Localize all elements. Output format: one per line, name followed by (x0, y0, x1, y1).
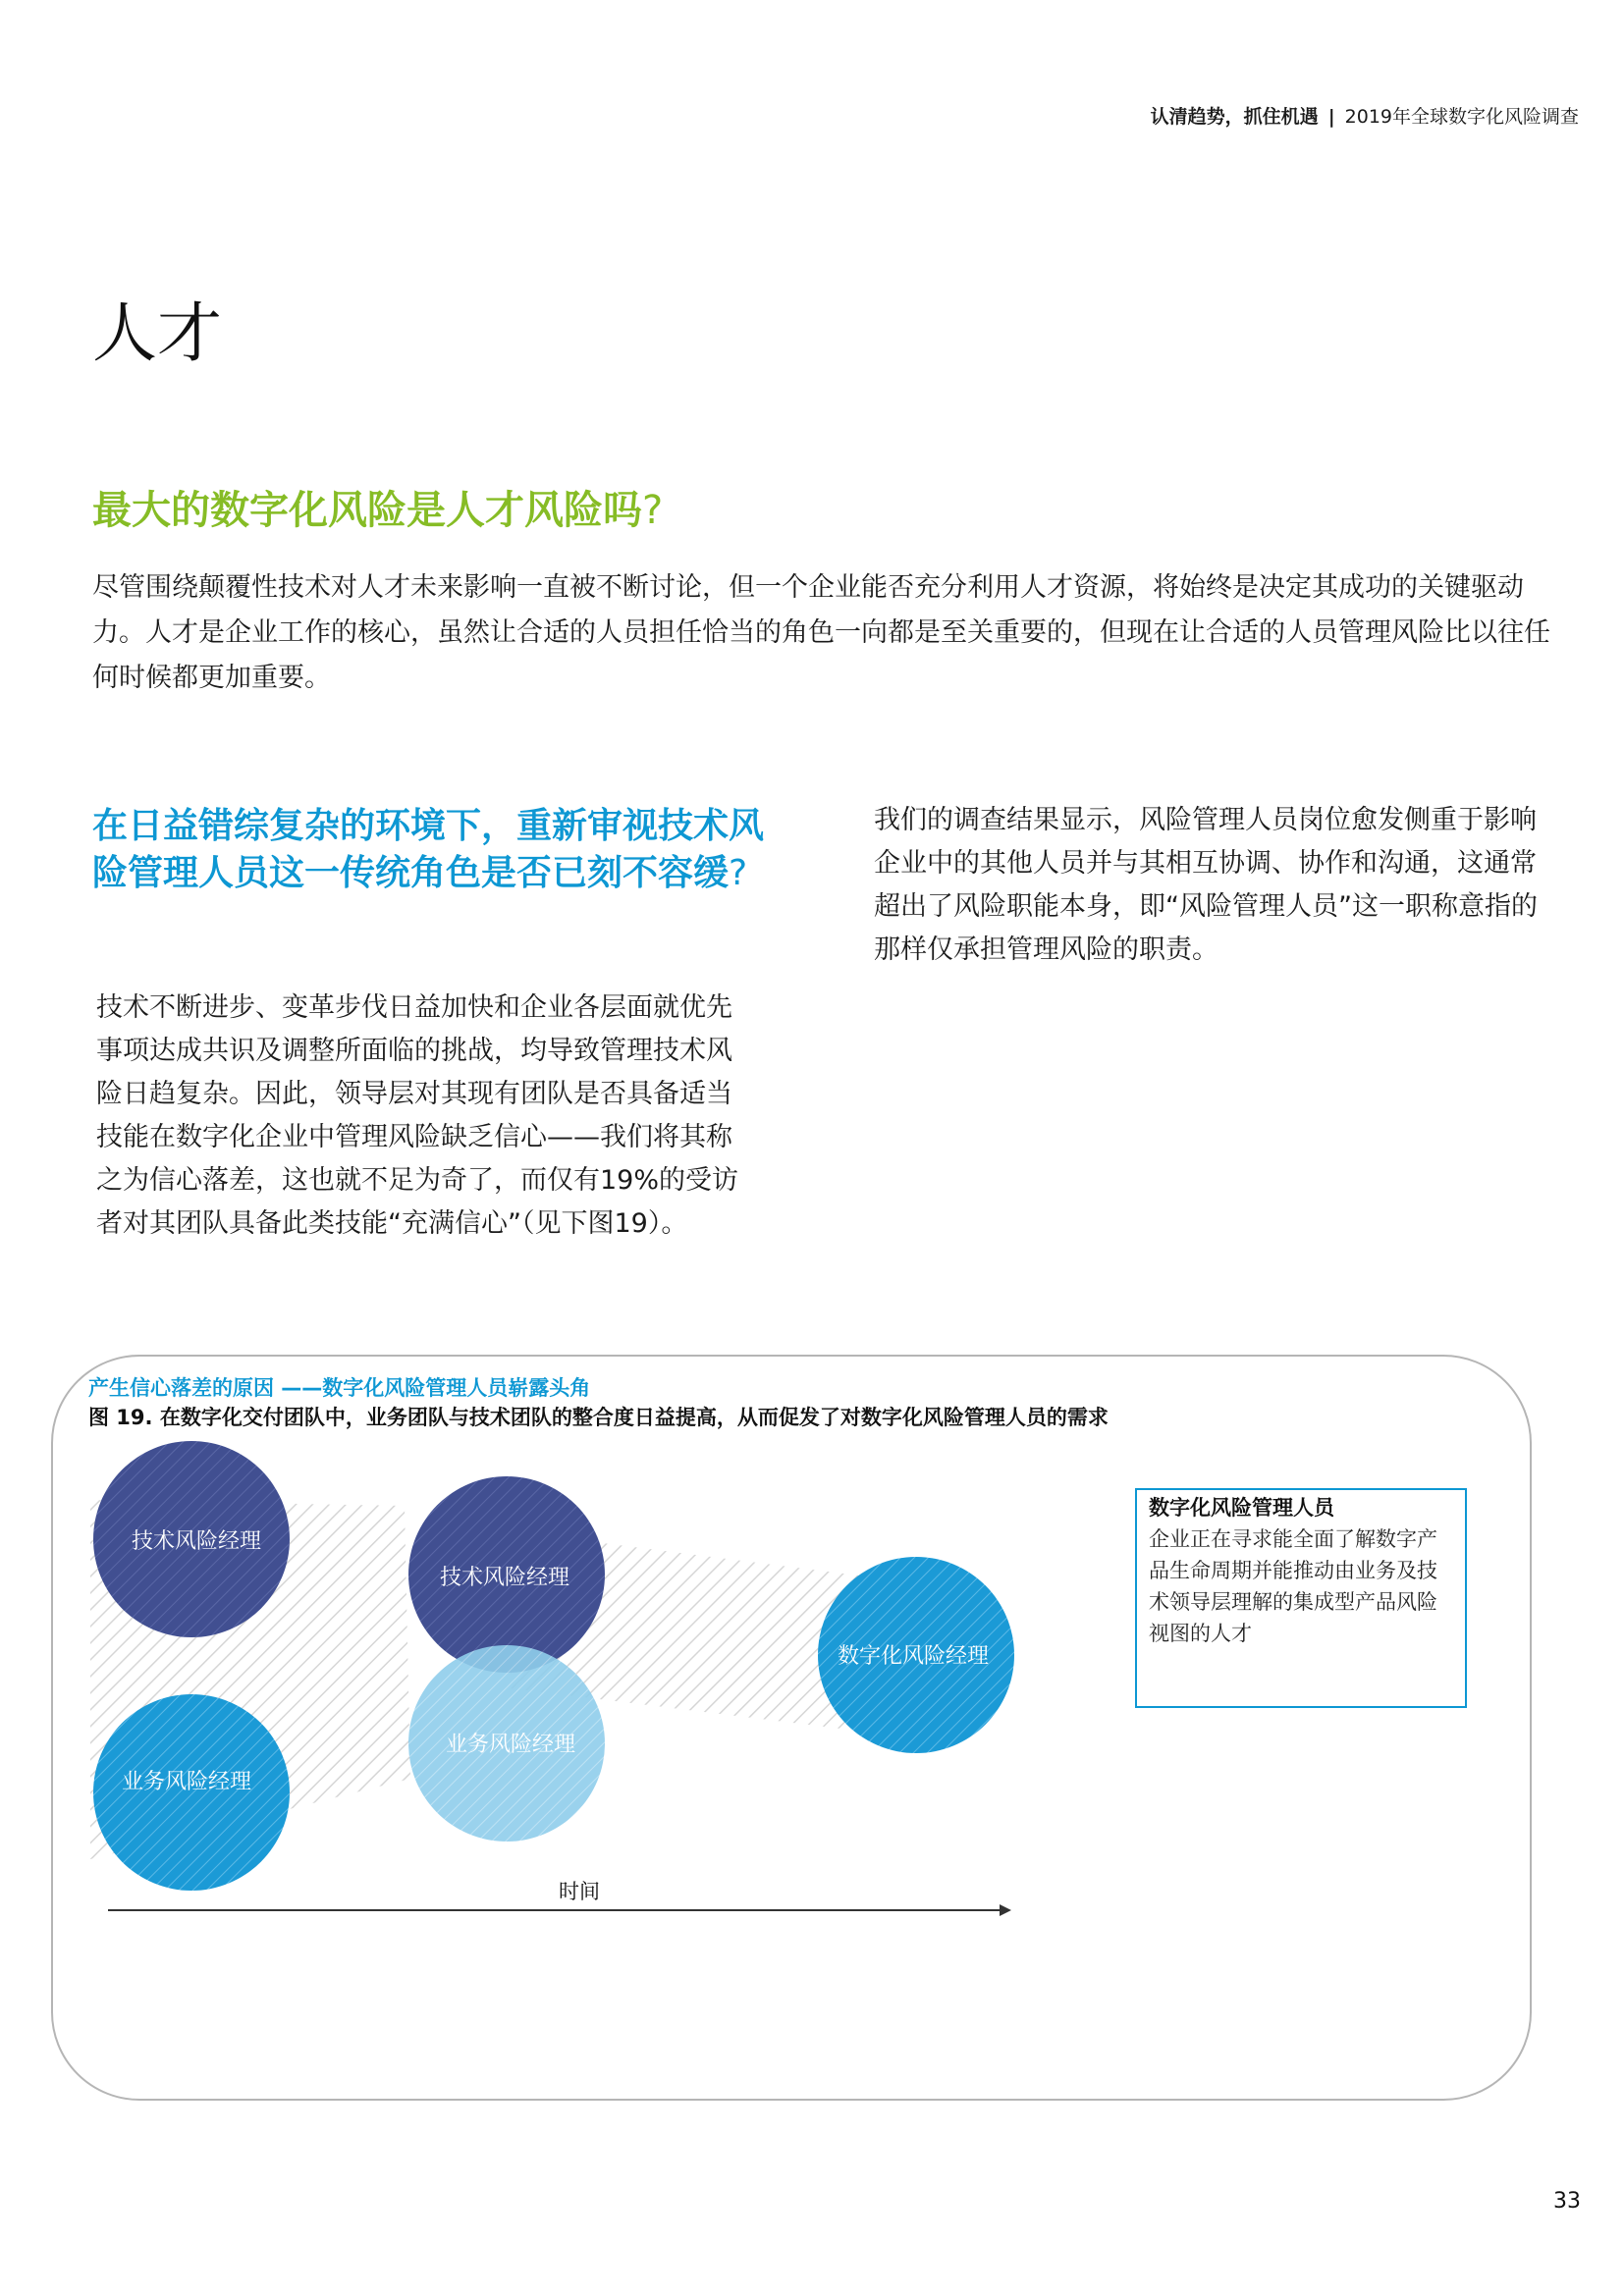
role-review-heading-qmark: ? (729, 853, 748, 893)
header-title: 认清趋势，抓住机遇 (1150, 106, 1319, 128)
talent-risk-heading-qmark: ? (642, 488, 664, 533)
tech-risk-manager-label-2: 技术风险经理 (439, 1566, 570, 1590)
tech-risk-manager-label-1: 技术风险经理 (131, 1529, 262, 1554)
digital-risk-manager-infobox (1135, 1488, 1467, 1708)
header-subtitle: 2019年全球数字化风险调查 (1344, 106, 1579, 128)
time-axis-arrow-icon (1000, 1904, 1011, 1916)
role-review-heading-text: 在日益错综复杂的环境下，重新审视技术风险管理人员这一传统角色是否已刻不容缓 (92, 806, 765, 893)
header-separator: | (1327, 106, 1335, 128)
page-number: 33 (1553, 2189, 1581, 2214)
digital-risk-manager-label: 数字化风险经理 (837, 1644, 990, 1669)
right-column-paragraph: 我们的调查结果显示，风险管理人员岗位愈发侧重于影响企业中的其他人员并与其相互协调、协作和沟通，这通常超出了风险职能本身，即“风险管理人员”这一职称意指的那样仅承担管理风险的职责。 (874, 805, 1538, 965)
left-column-paragraph: 技术不断进步、变革步伐日益加快和企业各层面就优先事项达成共识及调整所面临的挑战，均导致管理技术风险日趋复杂。因此，领导层对其现有团队是否具备适当技能在数字化企业中管理风险缺乏信心——我们将其称之为信心落差，这也就不足为奇了，而仅有19%的受访者对其团队具备此类技能“充满信心”（见下图19）。 (96, 992, 739, 1239)
time-axis-label: 时间 (559, 1880, 600, 1903)
talent-risk-heading-text: 最大的数字化风险是人才风险吗 (92, 488, 642, 533)
business-risk-manager-label-1: 业务风险经理 (121, 1770, 252, 1794)
infobox-title: 数字化风险管理人员 (1149, 1496, 1334, 1520)
figure-title: 产生信心落差的原因 ——数字化风险管理人员崭露头角 (88, 1376, 591, 1400)
infobox-text: 企业正在寻求能全面了解数字产品生命周期并能推动由业务及技术领导层理解的集成型产品风险视图的人才 (1149, 1527, 1437, 1645)
figure-caption: 图 19. 在数字化交付团队中，业务团队与技术团队的整合度日益提高，从而促发了对数字化风险管理人员的需求 (88, 1406, 1109, 1429)
section-title: 人才 (92, 295, 222, 371)
intro-paragraph: 尽管围绕颠覆性技术对人才未来影响一直被不断讨论，但一个企业能否充分利用人才资源，将始终是决定其成功的关键驱动力。人才是企业工作的核心，虽然让合适的人员担任恰当的角色一向都是至关重要的，但现在让合适的人员管理风险比以往任何时候都更加重要。 (92, 572, 1550, 693)
business-risk-manager-label-2: 业务风险经理 (445, 1733, 576, 1757)
